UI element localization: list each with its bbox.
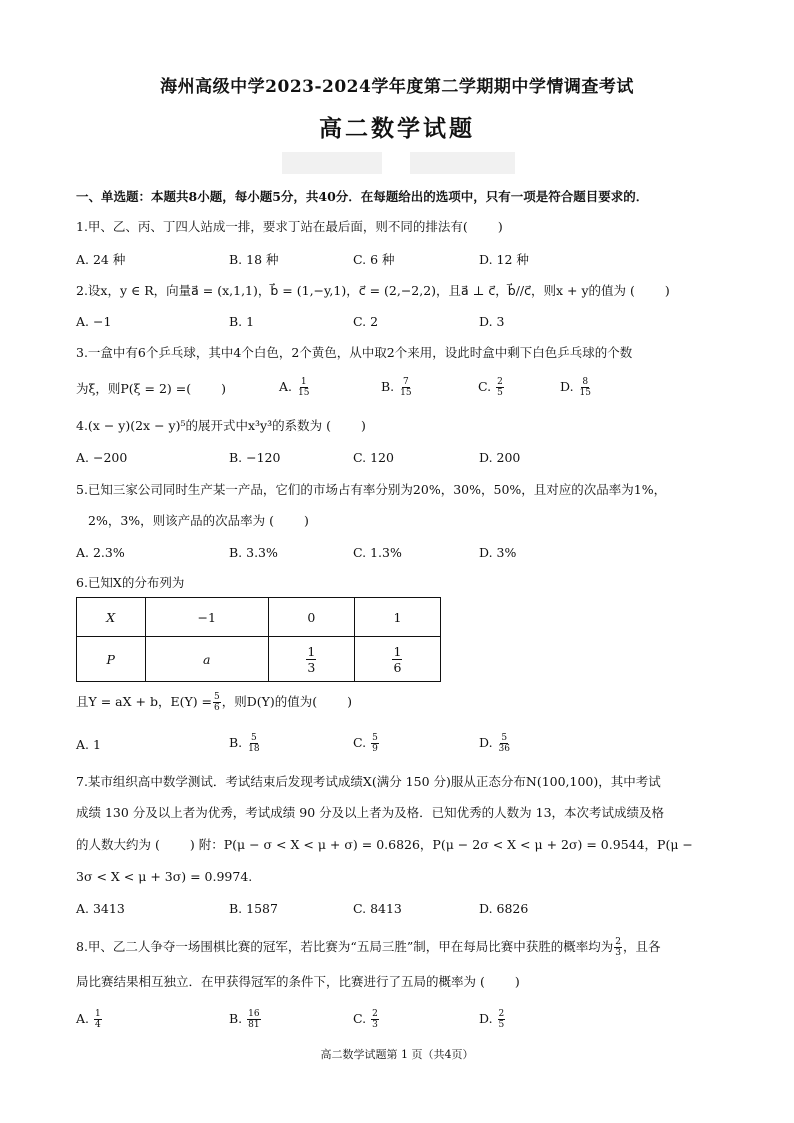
option-label: B. xyxy=(229,735,243,750)
fraction xyxy=(614,937,622,958)
numerator: 1 xyxy=(95,1009,101,1019)
q2-text: 2.设x，y ∈ R，向量a⃗ = (x,1,1)，b⃗ = (1,−y,1)，c⃗ = (2,−2,2)，且a⃗ ⊥ c⃗，b⃗//c⃗，则x + y的值为 ( xyxy=(76,283,635,298)
option-label: B. xyxy=(381,379,395,394)
q2-option-b: B. 1 xyxy=(229,314,255,329)
q3-option-a xyxy=(279,377,311,398)
q5-option-a: A. 2.3% xyxy=(76,545,125,560)
q7-option-b: B. 1587 xyxy=(229,901,278,916)
question-8-line2 xyxy=(76,973,520,991)
question-5-line1: 5.已知三家公司同时生产某一产品，它们的市场占有率分别为20%，30%，50%，且对应的次品率为1%， xyxy=(76,482,667,497)
table-cell: a xyxy=(145,637,268,682)
q7-text: 的人数大约为 ( xyxy=(76,837,160,852)
table-cell: P xyxy=(77,637,146,682)
question-1-stem xyxy=(76,218,503,236)
question-4-stem xyxy=(76,417,366,435)
table-row xyxy=(77,637,441,682)
question-6-stem: 6.已知X的分布列为 xyxy=(76,575,185,590)
numerator: 5 xyxy=(251,733,257,743)
fraction xyxy=(247,733,260,754)
option-label: A. xyxy=(279,379,293,394)
fraction xyxy=(579,377,592,398)
paren-close: ) xyxy=(514,974,520,989)
q4-option-d: D. 200 xyxy=(479,450,521,465)
paren-close: ) xyxy=(221,381,227,396)
q3-text: 为ξ，则P(ξ = 2) =( xyxy=(76,381,192,396)
question-8-line1 xyxy=(76,937,660,958)
question-7-line4: 3σ < X < μ + 3σ) = 0.9974. xyxy=(76,869,253,884)
q1-option-d: D. 12 种 xyxy=(479,252,529,267)
fraction xyxy=(371,733,379,754)
denominator: 6 xyxy=(214,703,220,713)
table-cell: −1 xyxy=(145,598,268,637)
q2-option-d: D. 3 xyxy=(479,314,505,329)
q6-text: 且Y = aX + b，E(Y) = xyxy=(76,694,213,709)
q8-option-c xyxy=(353,1009,380,1030)
table-cell xyxy=(268,637,354,682)
question-3-line1: 3.一盒中有6个乒乓球，其中4个白色，2个黄色，从中取2个来用，设此时盒中剩下白色乒乓球的个数 xyxy=(76,345,633,360)
q4-option-c: C. 120 xyxy=(353,450,394,465)
fraction xyxy=(297,377,310,398)
q1-option-c: C. 6 种 xyxy=(353,252,395,267)
q8-text: 局比赛结果相互独立．在甲获得冠军的条件下，比赛进行了五局的概率为 ( xyxy=(76,974,485,989)
q5-option-d: D. 3% xyxy=(479,545,517,560)
faint-smudge xyxy=(410,152,515,174)
q3-option-d xyxy=(560,377,593,398)
numerator: 2 xyxy=(498,1009,505,1019)
denominator: 15 xyxy=(298,388,310,398)
table-cell: X xyxy=(77,598,146,637)
q6-option-d xyxy=(479,733,512,754)
denominator: 3 xyxy=(615,948,621,958)
denominator: 5 xyxy=(498,1020,505,1030)
table-cell xyxy=(354,637,440,682)
q2-option-a: A. −1 xyxy=(76,314,112,329)
q4-option-b: B. −120 xyxy=(229,450,281,465)
q7-text: ) 附：P(μ − σ < X < μ + σ) = 0.6826，P(μ − 2σ < X < μ + 2σ) = 0.9544，P(μ − xyxy=(189,837,693,852)
question-7-line3 xyxy=(76,836,693,854)
denominator: 3 xyxy=(307,659,316,675)
denominator: 5 xyxy=(497,388,503,398)
numerator: 8 xyxy=(582,377,589,387)
numerator: 5 xyxy=(372,733,378,743)
section-heading-single-choice: 一、单选题：本题共8小题，每小题5分，共40分．在每题给出的选项中，只有一项是符合题目要求的． xyxy=(76,189,649,204)
denominator: 9 xyxy=(372,744,378,754)
q8-option-d xyxy=(479,1009,506,1030)
denominator: 6 xyxy=(393,659,402,675)
numerator: 2 xyxy=(615,937,621,947)
q3-option-b xyxy=(381,377,414,398)
q6-option-b xyxy=(229,733,262,754)
q8-text: 8.甲、乙二人争夺一场围棋比赛的冠军，若比赛为“五局三胜”制，甲在每局比赛中获胜的概率均为 xyxy=(76,939,614,954)
fraction xyxy=(392,644,402,675)
fraction xyxy=(247,1009,260,1030)
numerator: 16 xyxy=(248,1009,260,1019)
denominator: 15 xyxy=(400,388,412,398)
paren-close: ) xyxy=(664,283,670,298)
denominator: 18 xyxy=(248,744,260,754)
faint-smudge xyxy=(282,152,382,174)
question-6-condition xyxy=(76,692,352,713)
fraction xyxy=(213,692,221,713)
option-label: A. xyxy=(76,1011,90,1026)
q8-text: ，且各 xyxy=(622,939,661,954)
q8-option-b xyxy=(229,1009,262,1030)
paren-close: ) xyxy=(360,418,366,433)
option-label: D. xyxy=(479,735,493,750)
q7-option-d: D. 6826 xyxy=(479,901,529,916)
numerator: 2 xyxy=(372,1009,378,1019)
distribution-table xyxy=(76,597,441,682)
question-5-line2 xyxy=(88,512,309,530)
denominator: 3 xyxy=(372,1020,378,1030)
q1-option-b: B. 18 种 xyxy=(229,252,279,267)
numerator: 1 xyxy=(307,643,316,659)
table-cell: 0 xyxy=(268,598,354,637)
q7-option-a: A. 3413 xyxy=(76,901,125,916)
option-label: C. xyxy=(353,1011,367,1026)
option-label: C. xyxy=(478,379,492,394)
q8-option-a xyxy=(76,1009,103,1030)
numerator: 5 xyxy=(501,733,508,743)
q5-text: 2%，3%，则该产品的次品率为 ( xyxy=(88,513,275,528)
school-exam-title: 海州高级中学2023-2024学年度第二学期期中学情调查考试 xyxy=(160,77,634,97)
numerator: 7 xyxy=(403,377,409,387)
fraction xyxy=(94,1009,102,1030)
q7-option-c: C. 8413 xyxy=(353,901,402,916)
numerator: 1 xyxy=(393,643,402,659)
denominator: 36 xyxy=(498,744,510,754)
q3-option-c xyxy=(478,377,505,398)
paper-title: 高二数学试题 xyxy=(319,115,475,142)
option-label: D. xyxy=(560,379,574,394)
table-cell: 1 xyxy=(354,598,440,637)
fraction xyxy=(498,733,511,754)
option-label: B. xyxy=(229,1011,243,1026)
q4-text: 4.(x − y)(2x − y)⁵的展开式中x³y³的系数为 ( xyxy=(76,418,331,433)
question-2-stem xyxy=(76,282,670,300)
q6-option-c xyxy=(353,733,380,754)
q1-option-a: A. 24 种 xyxy=(76,252,126,267)
question-7-line1: 7.某市组织高中数学测试．考试结束后发现考试成绩X(满分 150 分)服从正态分布N(100,100)，其中考试 xyxy=(76,774,661,789)
denominator: 4 xyxy=(95,1020,101,1030)
denominator: 81 xyxy=(248,1020,260,1030)
option-label: C. xyxy=(353,735,367,750)
option-label: D. xyxy=(479,1011,493,1026)
paren-close: ) xyxy=(497,219,503,234)
q5-option-b: B. 3.3% xyxy=(229,545,278,560)
numerator: 5 xyxy=(214,692,220,702)
fraction xyxy=(496,377,504,398)
table-row xyxy=(77,598,441,637)
paren-close: ) xyxy=(347,694,353,709)
fraction xyxy=(399,377,412,398)
q6-text: ，则D(Y)的值为( xyxy=(221,694,318,709)
q4-option-a: A. −200 xyxy=(76,450,128,465)
fraction xyxy=(306,644,316,675)
fraction xyxy=(371,1009,379,1030)
numerator: 2 xyxy=(497,377,503,387)
q1-text: 1.甲、乙、丙、丁四人站成一排，要求丁站在最后面，则不同的排法有( xyxy=(76,219,468,234)
denominator: 15 xyxy=(579,388,591,398)
question-7-line2: 成绩 130 分及以上者为优秀，考试成绩 90 分及以上者为及格．已知优秀的人数为 13，本次考试成绩及格 xyxy=(76,805,665,820)
page-footer: 高二数学试题第 1 页（共4页） xyxy=(320,1048,474,1061)
question-3-line2 xyxy=(76,380,226,398)
q2-option-c: C. 2 xyxy=(353,314,379,329)
numerator: 1 xyxy=(300,377,307,387)
q5-option-c: C. 1.3% xyxy=(353,545,402,560)
paren-close: ) xyxy=(304,513,309,528)
fraction xyxy=(498,1009,506,1030)
q6-option-a: A. 1 xyxy=(76,737,101,752)
